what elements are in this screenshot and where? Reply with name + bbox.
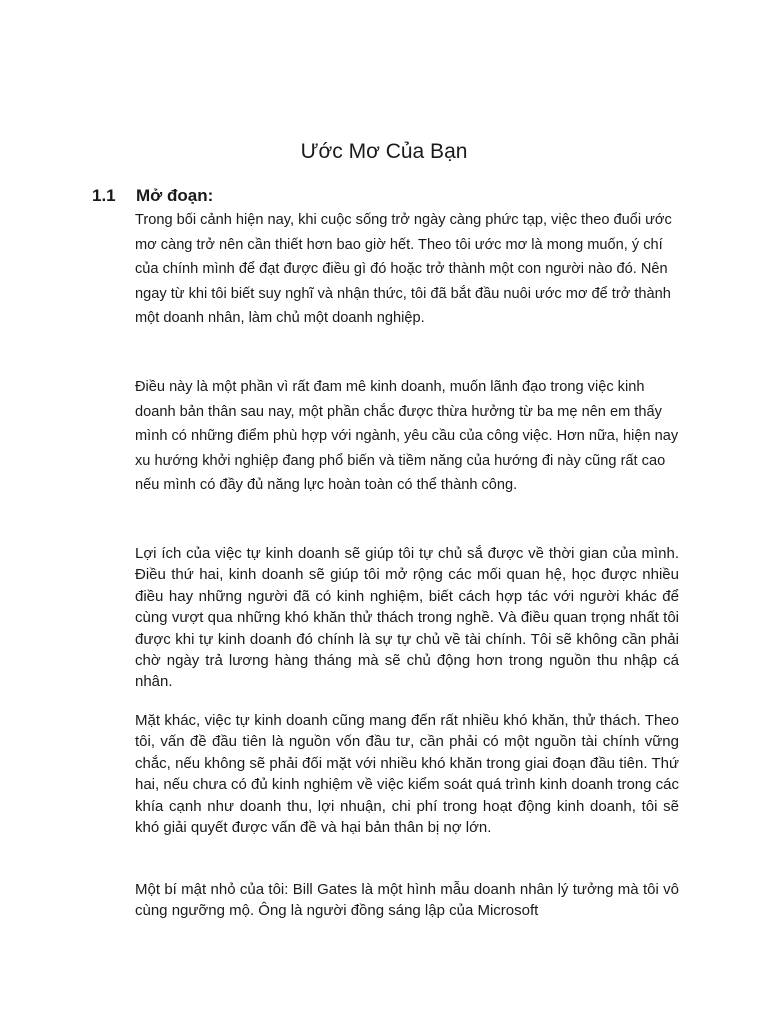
paragraph-2: Điều này là một phần vì rất đam mê kinh doanh, muốn lãnh đạo trong việc kinh doanh bản thân sau nay, một phần chắc được thừa hưởng từ ba mẹ nên em thấy mình có những điểm phù hợp với ngành, yêu cầu của công việc. Hơn nữa, hiện nay xu hướng khởi nghiệp đang phổ biến và tiềm năng của hướng đi này cũng rất cao nếu mình có đầy đủ năng lực hoàn toàn có thể thành công. <box>135 379 679 494</box>
paragraph-5: Một bí mật nhỏ của tôi: Bill Gates là một hình mẫu doanh nhân lý tưởng mà tôi vô cùng ngưỡng mộ. Ông là người đồng sáng lập của Microsoft <box>135 881 679 920</box>
paragraph-3: Lợi ích của việc tự kinh doanh sẽ giúp tôi tự chủ sắ được về thời gian của mình. Điều thứ hai, kinh doanh sẽ giúp tôi mở rộng các mối quan hệ, học được nhiều điều hay những người đã có kinh nghiệm, biết cách hợp tác với người khác để cùng vượt qua những khó khăn thử thách trong nghề. Và điều quan trọng nhất tôi được khi tự kinh doanh đó chính là sự tự chủ về tài chính. Tôi sẽ không cần phải chờ ngày trả lương hàng tháng mà sẽ chủ động hơn trong nguồn thu nhập cá nhân. <box>135 545 679 691</box>
paragraph-4: Mặt khác, việc tự kinh doanh cũng mang đến rất nhiều khó khăn, thử thách. Theo tôi, vấn đề đầu tiên là nguồn vốn đầu tư, cần phải có một nguồn tài chính vững chắc, nếu không sẽ phải đối mặt với nhiều khó khăn trong giai đoạn đầu tiên. Thứ hai, nếu chưa có đủ kinh nghiệm về việc kiểm soát quá trình kinh doanh trong các khía cạnh như doanh thu, lợi nhuận, chi phí trong hoạt động kinh doanh, tôi sẽ khó giải quyết được vấn đề và hại bản thân bị nợ lớn. <box>135 712 679 837</box>
body-block-5 <box>135 879 679 922</box>
section-heading-text: Mở đoạn: <box>136 186 214 205</box>
body-block-4 <box>135 710 679 838</box>
body-block-2 <box>135 375 679 498</box>
page-title: Ước Mơ Của Bạn <box>300 140 468 163</box>
body-block-3 <box>135 543 679 693</box>
section-number: 1.1 <box>92 186 116 205</box>
section-heading <box>92 186 213 206</box>
body-block-1 <box>135 208 679 331</box>
paragraph-1: Trong bối cảnh hiện nay, khi cuộc sống trở ngày càng phức tạp, việc theo đuổi ước mơ càng trở nên cần thiết hơn bao giờ hết. Theo tôi ước mơ là mong muốn, ý chí của chính mình để đạt được điều gì đó hoặc trở thành một con người nào đó. Nên ngay từ khi tôi biết suy nghĩ và nhận thức, tôi đã bắt đầu nuôi ước mơ để trở thành một doanh nhân, làm chủ một doanh nghiệp. <box>135 212 672 327</box>
